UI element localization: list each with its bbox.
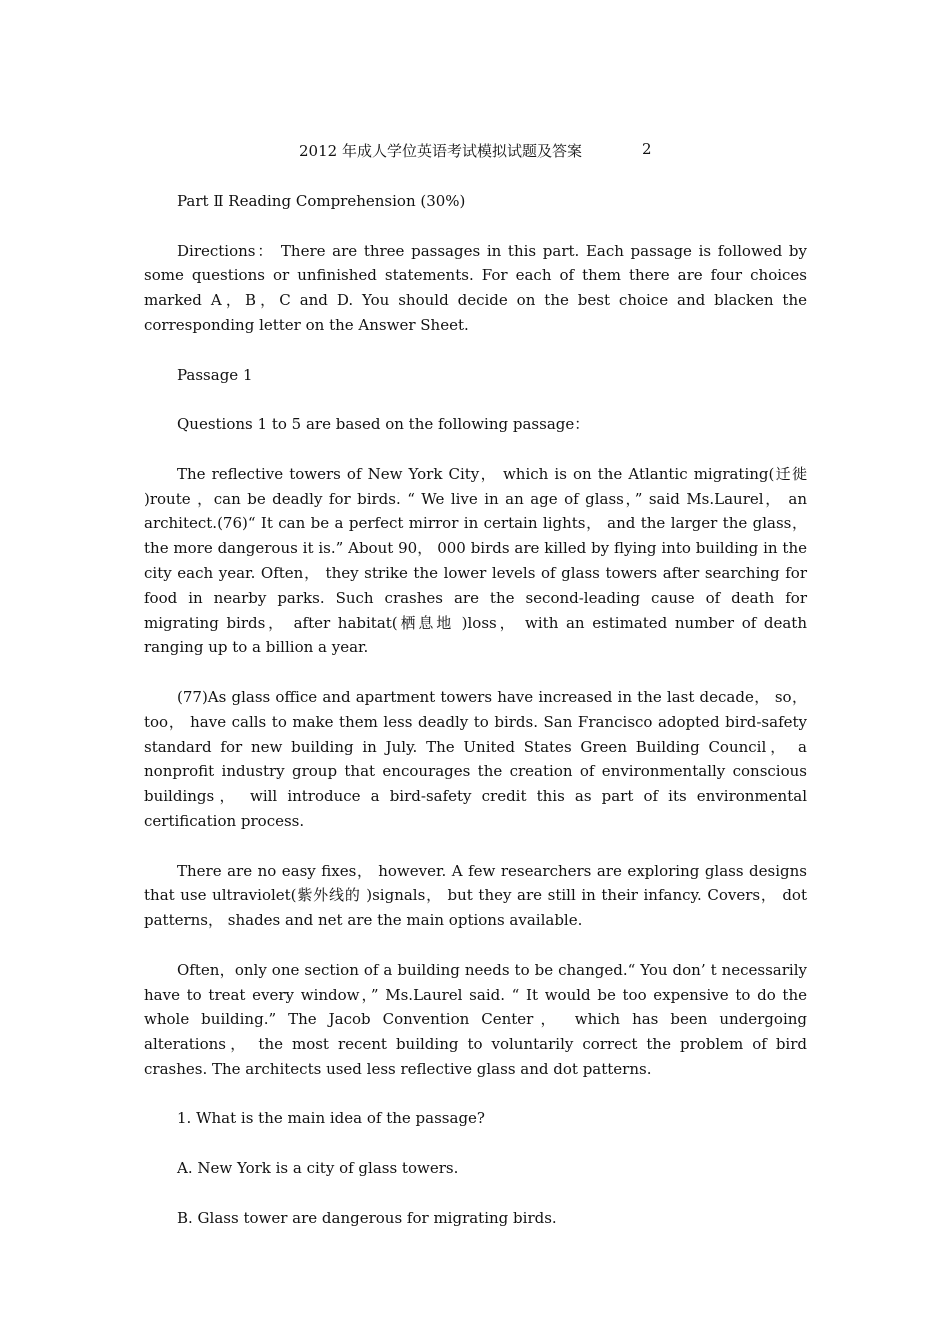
passage-paragraph-2: (77)As glass office and apartment towers have increased in the last decade， so， too， have calls to make them less deadly to birds. San Francisco adopted bird-safety standard for new building in July. The United States Green Building Council， a nonprofit industry group that encourages the creation of environmentally conscious buildings， will introduce a bird-safety credit this as part of its environmental certification process. (144, 687, 807, 830)
question-stem: 1. What is the main idea of the passage? (177, 1109, 485, 1128)
questions-intro: Questions 1 to 5 are based on the following passage： (177, 415, 590, 434)
passage-paragraph-1: The reflective towers of New York City， which is on the Atlantic migrating(迁徙 )route ，can be deadly for birds. “ We live in an age of glass，” said Ms.Laurel， an architect.(76)“ It can be a perfect mirror in certain lights， and the larger the glass， the more dangerous it is.” About 90， 000 birds are killed by flying into building in the city each year. Often， they strike the lower levels of glass towers after searching for food in nearby parks. Such crashes are the second-leading cause of death for migrating birds， after habitat(栖息地 )loss， with an estimated number of death ranging up to a billion a year. (144, 464, 807, 657)
passage-paragraph-4: Often，only one section of a building needs to be changed.“ You don’ t necessarily have to treat every window，” Ms.Laurel said. “ It would be too expensive to do the whole building.” The Jacob Convention Center， which has been undergoing alterations， the most recent building to voluntarily correct the problem of bird crashes. The architects used less reflective glass and dot patterns. (144, 960, 807, 1078)
passage-paragraph-3: There are no easy fixes， however. A few researchers are exploring glass designs that use ultraviolet(紫外线的 )signals， but they are still in their infancy. Covers， dot patterns， shades and net are the main options available. (144, 861, 807, 930)
answer-option-b: B. Glass tower are dangerous for migrating birds. (177, 1208, 557, 1227)
page-header (144, 140, 807, 164)
directions-paragraph: Directions： There are three passages in this part. Each passage is followed by some questions or unfinished statements. For each of them there are four choices marked A，B，C and D. You should decide on the best choice and blacken the corresponding letter on the Answer Sheet. (144, 241, 807, 334)
page-number: 2 (642, 140, 652, 158)
passage-label: Passage 1 (177, 365, 253, 384)
answer-option-a: A. New York is a city of glass towers. (177, 1159, 459, 1178)
document-title: 2012 年成人学位英语考试模拟试题及答案 (299, 142, 582, 160)
document-page (144, 140, 807, 1255)
part-heading: Part Ⅱ Reading Comprehension (30%) (177, 192, 466, 210)
